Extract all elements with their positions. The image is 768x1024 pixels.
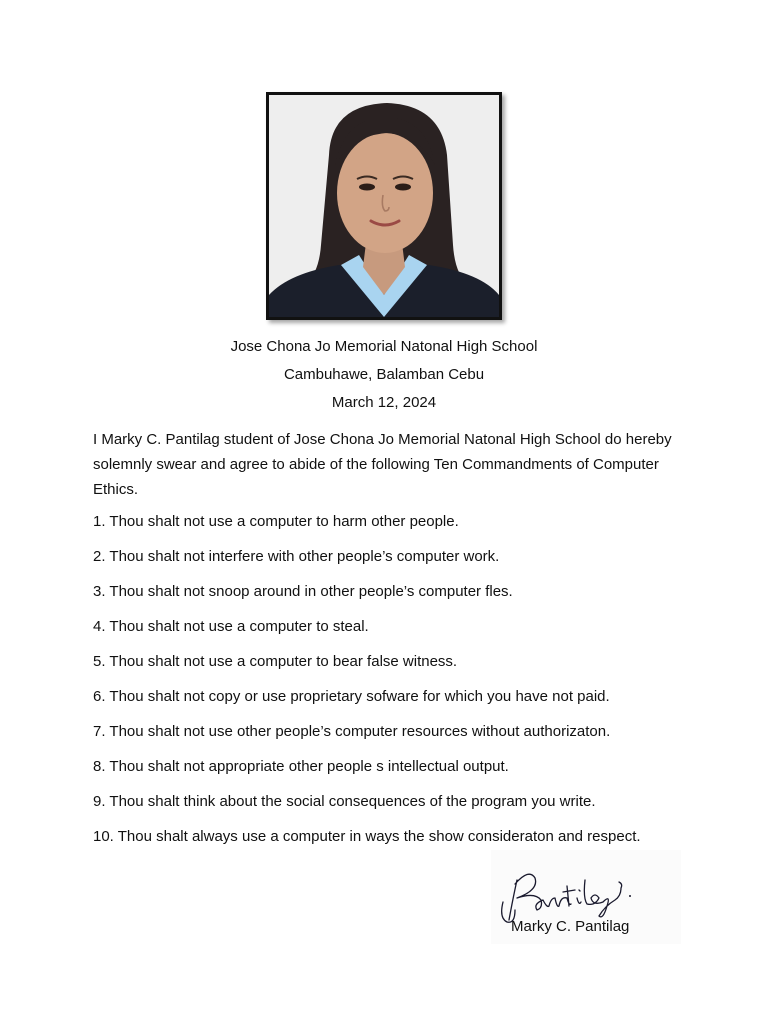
- oath-statement: I Marky C. Pantilag student of Jose Chona Jo Memorial Natonal High School do hereby solemnly swear and agree to abide of the following Ten Commandments of Computer Ethics.: [93, 431, 672, 498]
- commandment-item: 10. Thou shalt always use a computer in ways the show consideraton and respect.: [93, 828, 641, 845]
- commandment-item: 6. Thou shalt not copy or use proprietary sofware for which you have not paid.: [93, 688, 610, 705]
- student-portrait-image: [269, 95, 499, 317]
- school-address: Cambuhawe, Balamban Cebu: [283, 366, 485, 383]
- signature-block: [491, 850, 681, 944]
- commandment-item: 8. Thou shalt not appropriate other people s intellectual output.: [93, 758, 509, 775]
- school-name: Jose Chona Jo Memorial Natonal High School: [230, 338, 538, 355]
- commandment-item: 7. Thou shalt not use other people’s computer resources without authorizaton.: [93, 723, 611, 740]
- signatory-name: Marky C. Pantilag: [511, 918, 630, 935]
- commandment-item: 2. Thou shalt not interfere with other people’s computer work.: [93, 548, 500, 565]
- commandment-item: 4. Thou shalt not use a computer to steal.: [93, 618, 369, 635]
- document-date: March 12, 2024: [331, 394, 437, 411]
- commandment-item: 3. Thou shalt not snoop around in other people’s computer fles.: [93, 583, 513, 600]
- commandment-item: 5. Thou shalt not use a computer to bear false witness.: [93, 653, 458, 670]
- student-id-photo: [266, 92, 502, 320]
- commandment-item: 9. Thou shalt think about the social consequences of the program you write.: [93, 793, 596, 810]
- commandment-item: 1. Thou shalt not use a computer to harm other people.: [93, 513, 459, 530]
- commandments-list: [93, 512, 703, 862]
